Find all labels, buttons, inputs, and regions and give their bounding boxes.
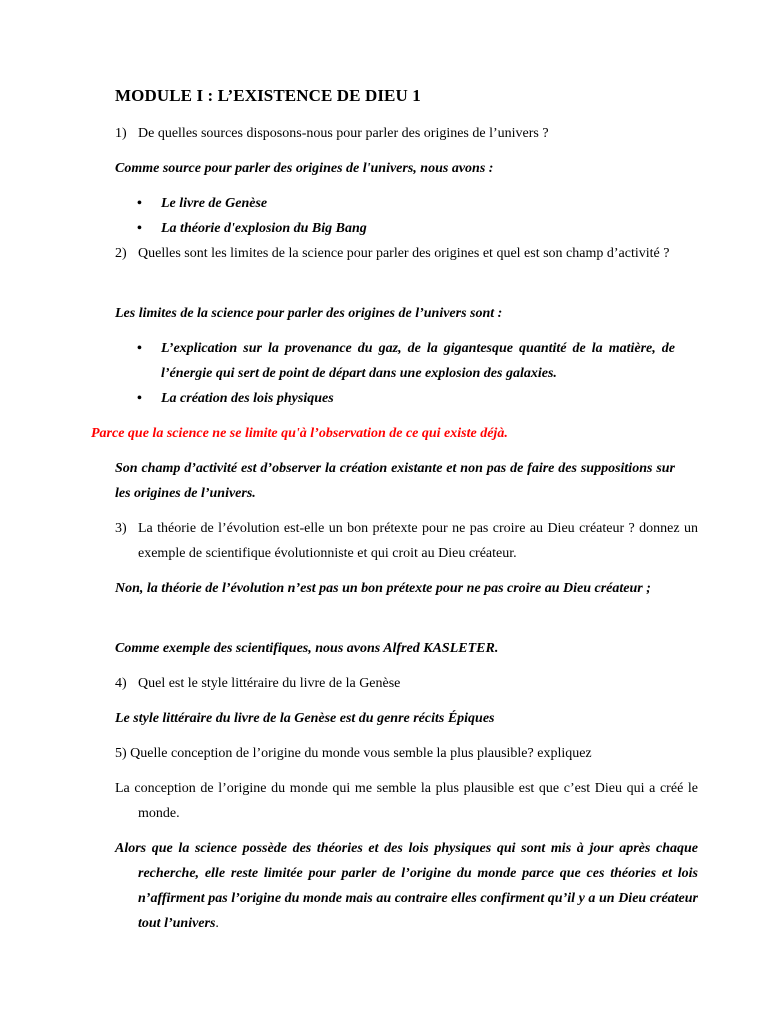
answer-2-field: Son champ d’activité est d’observer la création existante et non pas de faire des suppositions sur les origines de l’univers. (115, 461, 675, 501)
answer-5-explanation-text: Alors que la science possède des théories et des lois physiques qui sont mis à jour après chaque recherche, elle reste limitée pour parler de l’origine du monde parce que ces théories et lois n’affirment pas l’origine du monde mais au contraire elles confirment qu’il y a un Dieu créateur tout l’univers (115, 841, 698, 931)
bullet-icon: • (137, 341, 142, 356)
answer-5-statement (115, 776, 698, 826)
question-3 (115, 516, 698, 566)
question-2 (115, 241, 698, 266)
list-item (115, 336, 675, 386)
bullet-icon: • (137, 196, 142, 211)
answer-5-period: . (215, 916, 219, 931)
question-number: 2) (115, 246, 127, 261)
answer-5-explanation (115, 836, 698, 936)
document-title: MODULE I : L’EXISTENCE DE DIEU 1 (115, 86, 421, 105)
list-item-text: La création des lois physiques (161, 391, 334, 406)
bullet-icon: • (137, 221, 142, 236)
answer-5-statement-text: La conception de l’origine du monde qui me semble la plus plausible est que c’est Dieu qui a créé le monde. (115, 781, 698, 821)
answer-3-text: Non, la théorie de l’évolution n’est pas un bon prétexte pour ne pas croire au Dieu créateur ; (115, 581, 651, 596)
list-item-text: Le livre de Genèse (161, 196, 268, 211)
list-item (115, 216, 675, 241)
answer-4: Le style littéraire du livre de la Genèse est du genre récits Épiques (115, 711, 495, 726)
question-5: 5) Quelle conception de l’origine du monde vous semble la plus plausible? expliquez (115, 746, 592, 761)
answer-2-reason: Parce que la science ne se limite qu'à l’observation de ce qui existe déjà. (91, 426, 508, 441)
question-number: 1) (115, 126, 127, 141)
question-text: La théorie de l’évolution est-elle un bon prétexte pour ne pas croire au Dieu créateur ? donnez un exemple de scientifique évolutionniste et qui croit au Dieu créateur. (138, 521, 698, 561)
question-4 (115, 671, 698, 696)
list-item (115, 191, 675, 216)
answer-2-list (115, 336, 675, 411)
list-item (115, 386, 675, 411)
question-number: 4) (115, 676, 127, 691)
list-item-text: L’explication sur la provenance du gaz, de la gigantesque quantité de la matière, de l’énergie qui sert de point de départ dans une explosion des galaxies. (161, 341, 675, 381)
question-1 (115, 121, 698, 146)
answer-1-list (115, 191, 675, 241)
question-number: 3) (115, 521, 127, 536)
answer-1-intro: Comme source pour parler des origines de l'univers, nous avons : (115, 161, 494, 176)
question-text: Quelles sont les limites de la science pour parler des origines et quel est son champ d’activité ? (138, 246, 670, 261)
answer-3-example: Comme exemple des scientifiques, nous avons Alfred KASLETER. (115, 641, 499, 656)
list-item-text: La théorie d'explosion du Big Bang (161, 221, 367, 236)
bullet-icon: • (137, 391, 142, 406)
answer-2-intro: Les limites de la science pour parler des origines de l’univers sont : (115, 306, 503, 321)
question-text: Quel est le style littéraire du livre de la Genèse (138, 676, 401, 691)
question-text: De quelles sources disposons-nous pour parler des origines de l’univers ? (138, 126, 549, 141)
